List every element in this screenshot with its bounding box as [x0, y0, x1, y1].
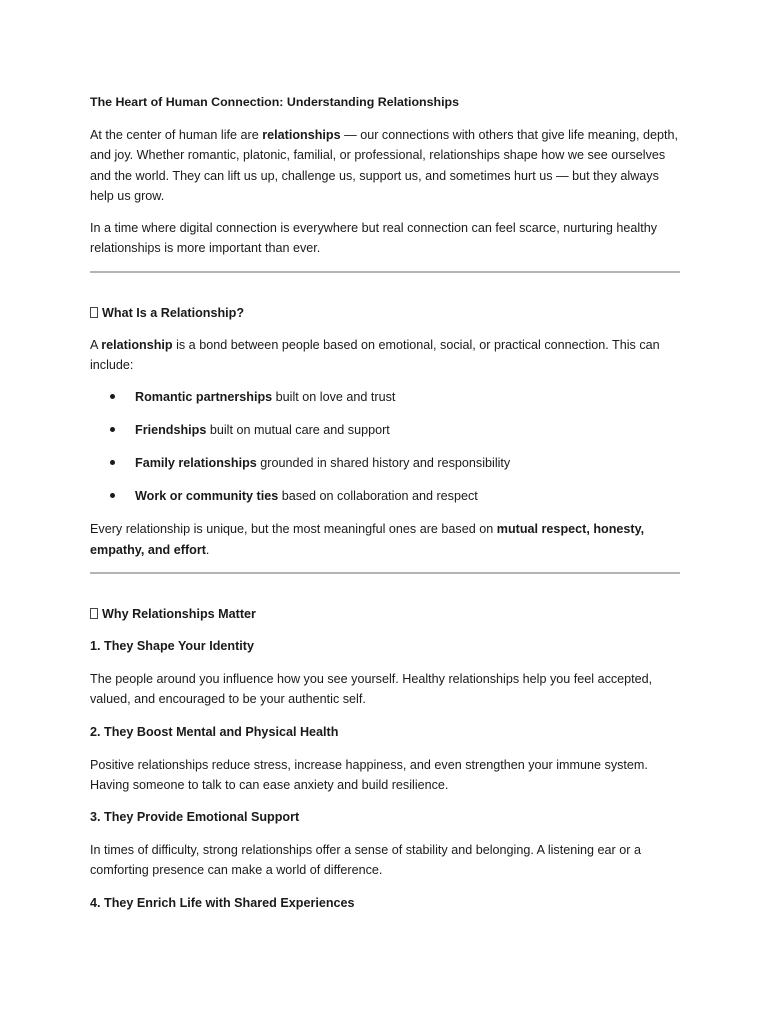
section-heading-text: Why Relationships Matter — [102, 606, 256, 621]
bullet-icon — [110, 427, 115, 432]
list-item-text: based on collaboration and respect — [278, 489, 478, 504]
definition-bold: relationship — [101, 337, 173, 352]
list-item — [90, 387, 680, 407]
section-heading-why-matter — [90, 604, 680, 624]
closing-paragraph — [90, 519, 680, 560]
document-title: The Heart of Human Connection: Understanding Relationships — [90, 95, 459, 109]
list-item-bold: Work or community ties — [135, 489, 279, 504]
list-item-bold: Friendships — [135, 423, 207, 438]
list-item-bold: Family relationships — [135, 456, 257, 471]
intro-paragraph-2: In a time where digital connection is everywhere but real connection can feel scarce, nurturing healthy relationships is more important than ever. — [90, 221, 658, 256]
point-body: The people around you influence how you see yourself. Healthy relationships help you feel accepted, valued, and encouraged to be your authentic self. — [90, 671, 653, 707]
definition-text-before: A — [90, 337, 102, 352]
section-heading-what-is — [90, 303, 680, 323]
list-item-bold: Romantic partnerships — [135, 390, 273, 405]
closing-text-after: . — [205, 542, 210, 557]
point-heading: 1. They Shape Your Identity — [90, 638, 254, 653]
relationship-types-list — [90, 387, 680, 506]
list-item-text: built on love and trust — [272, 390, 396, 405]
document-page — [90, 92, 680, 926]
list-item-text: built on mutual care and support — [206, 423, 390, 438]
missing-glyph-icon — [90, 307, 98, 318]
point-body: Positive relationships reduce stress, increase happiness, and even strengthen your immune system. Having someone to talk to can ease anxiety and build resilience. — [90, 757, 648, 792]
definition-paragraph — [90, 335, 680, 376]
section-divider — [90, 271, 680, 273]
definition-text-after: is a bond between people based on emotional, social, or practical connection. This can include: — [90, 337, 660, 373]
closing-text-before: Every relationship is unique, but the most meaningful ones are based on — [90, 522, 497, 537]
list-item — [90, 420, 680, 440]
list-item — [90, 486, 680, 506]
section-divider — [90, 572, 680, 574]
list-item — [90, 453, 680, 473]
point-body: In times of difficulty, strong relationships offer a sense of stability and belonging. A listening ear or a comforting presence can make a world of difference. — [90, 843, 641, 878]
bullet-icon — [110, 394, 115, 399]
bullet-icon — [110, 493, 115, 498]
list-item-text: grounded in shared history and responsibility — [256, 456, 511, 471]
section-heading-text: What Is a Relationship? — [102, 305, 245, 320]
intro-paragraph-1 — [90, 125, 680, 206]
intro-text-after: — our connections with others that give life meaning, depth, and joy. Whether romantic, platonic, familial, or professional, relationships shape how we see ourselves and the world. They can lift us up, challenge us, support us, and sometimes hurt us — but they always help us grow. — [90, 128, 679, 203]
missing-glyph-icon — [90, 608, 98, 619]
intro-bold-relationships: relationships — [262, 128, 341, 142]
point-heading: 2. They Boost Mental and Physical Health — [90, 724, 339, 739]
point-heading: 4. They Enrich Life with Shared Experiences — [90, 895, 355, 910]
bullet-icon — [110, 460, 115, 465]
intro-text-before: At the center of human life are — [90, 128, 263, 142]
closing-bold: mutual respect, honesty, empathy, and effort — [90, 522, 645, 557]
point-heading: 3. They Provide Emotional Support — [90, 810, 300, 825]
